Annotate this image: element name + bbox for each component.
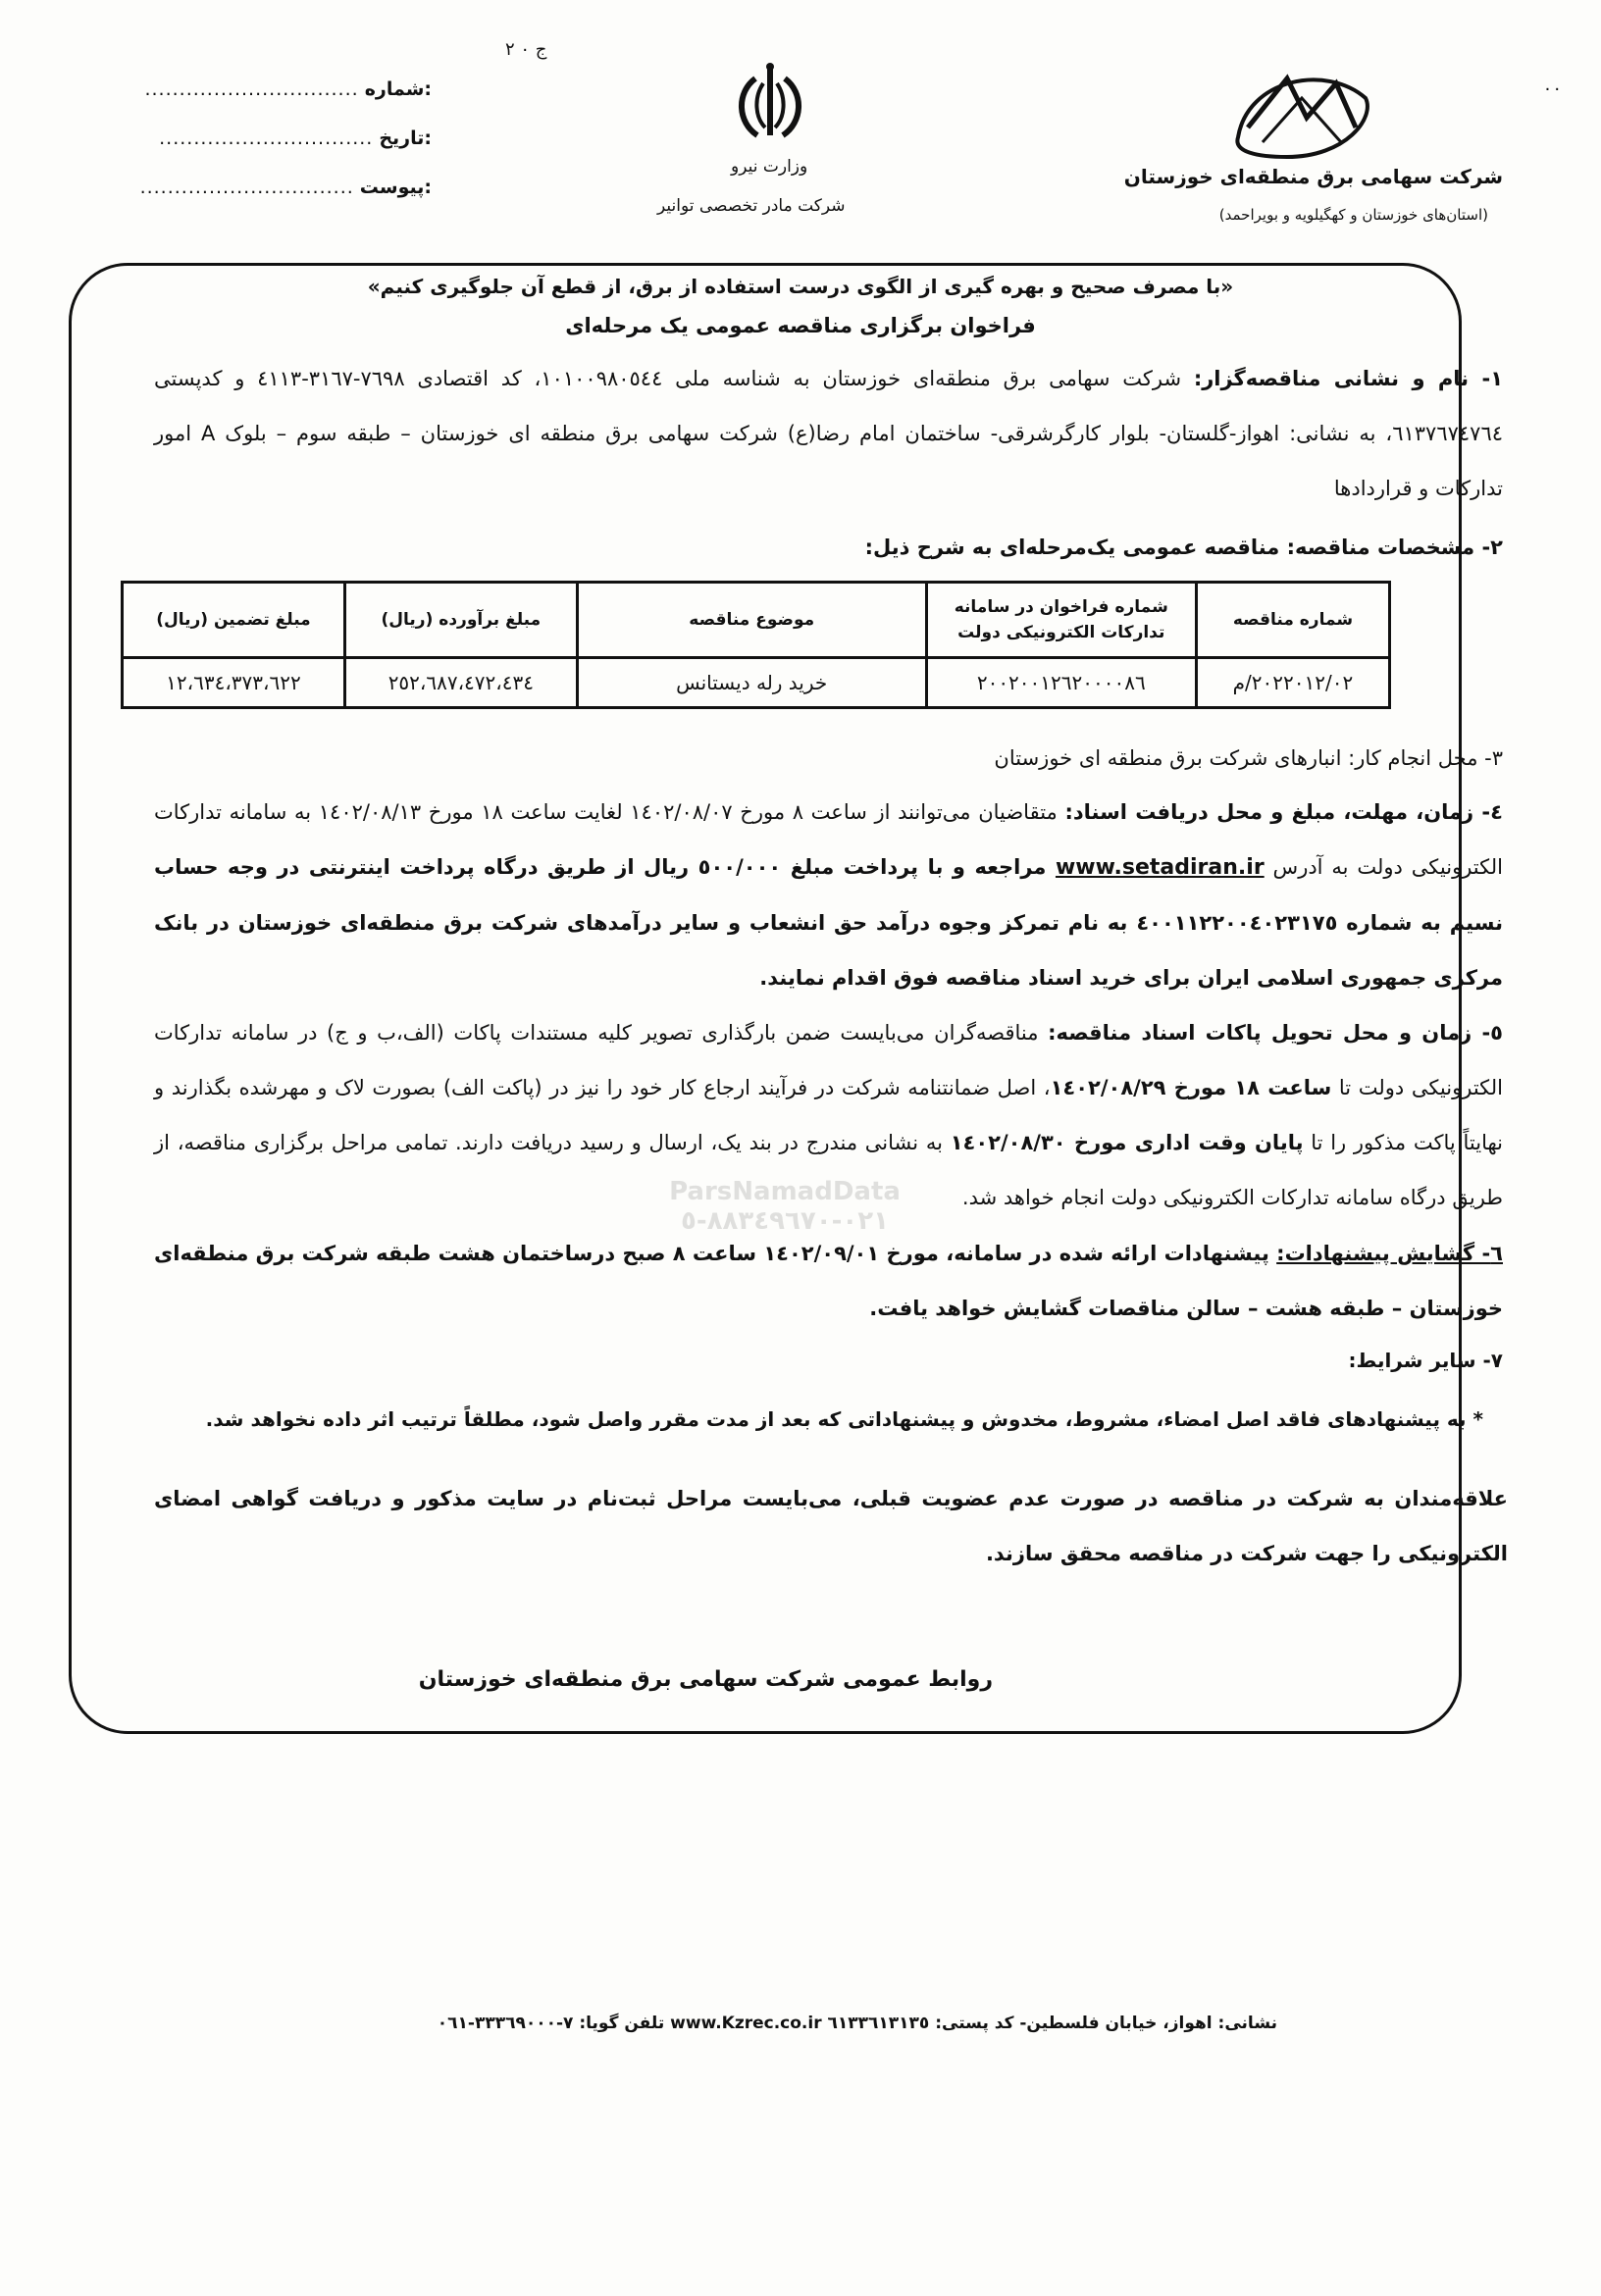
header-estimate: مبلغ برآورده (ریال) — [344, 583, 577, 658]
section-3: ٣- محل انجام کار: انبارهای شرکت برق منطقه ای خوزستان — [994, 746, 1503, 770]
section-7-heading — [154, 1334, 1503, 1387]
registration-notice — [154, 1471, 1508, 1581]
section-5-text-a: مناقصه‌گران می‌بایست ضمن بارگذاری تصویر کلیه مستندات پاکات (الف،ب و ج) در سامانه تدارکات الکترونیکی دولت تا — [154, 1021, 1503, 1099]
section-5-text-c: به نشانی مندرج در بند یک، ارسال و رسید دریافت دارند. تمامی مراحل برگزاری مناقصه، از طریق درگاه سامانه تدارکات الکترونیکی دولت انجام خواهد شد. — [154, 1131, 1503, 1209]
company-subtitle: (استان‌های خوزستان و کهگیلویه و بویراحمد) — [1218, 206, 1488, 224]
date-field — [137, 128, 432, 149]
company-logo — [1228, 59, 1375, 167]
tender-table-header-row — [123, 583, 1390, 658]
attachment-dots: ............................... — [139, 177, 354, 198]
date-label: :تاریخ — [379, 128, 432, 149]
section-7-condition — [159, 1393, 1483, 1446]
table-row — [123, 658, 1390, 708]
cell-announcement-number: ٢٠٠٢٠٠١٢٦٢٠٠٠٠٨٦ — [926, 658, 1196, 708]
section-5-text-b: ، اصل ضمانتنامه شرکت در فرآیند ارجاع کار خود را نیز در (پاکت الف) بصورت لاک و مهرشده بگذارند و نهایتاً پاکت مذکور را تا — [154, 1076, 1503, 1154]
section-1-heading: ١- نام و نشانی مناقصه‌گزار: — [1193, 367, 1504, 390]
header-guarantee: مبلغ تضمین (ریال) — [123, 583, 345, 658]
deadline-upload: ساعت ١٨ مورخ ١٤٠٢/٠٨/٢٩ — [1050, 1076, 1332, 1099]
ministry-name: وزارت نیرو — [731, 157, 808, 177]
number-dots: ............................... — [144, 78, 359, 100]
header-announcement-number: شماره فراخوان در سامانه تدارکات الکترونیکی دولت — [926, 583, 1196, 658]
number-label: :شماره — [364, 78, 432, 100]
signature: روابط عمومی شرکت سهامی برق منطقه‌ای خوزستان — [418, 1667, 993, 1692]
cell-subject: خرید رله دیستانس — [577, 658, 926, 708]
footer-address: نشانی: اهواز، خیابان فلسطین- کد پستی: ٦١٣٣٦١٣١٣٥ www.Kzrec.co.ir تلفن گویا: ٧-٣٣٣٦٩٠٠٠-٠٦١ — [437, 2014, 1277, 2033]
section-4-text-b: مراجعه و با پرداخت مبلغ ٥٠٠/٠٠٠ ریال از طریق درگاه پرداخت اینترنتی در وجه حساب نسیم به شماره ٤٠٠١١٢٢٠٠٤٠٢٣١٧٥ به نام تمرکز وجوه درآمد حق انشعاب و سایر درآمدهای شرکت برق منطقه‌ای خوزستان در بانک مرکزی جمهوری اسلامی ایران برای خرید اسناد مناقصه فوق اقدام نمایند. — [154, 855, 1504, 990]
section-2 — [154, 520, 1503, 575]
section-4-heading: ٤- زمان، مهلت، مبلغ و محل دریافت اسناد: — [1064, 800, 1503, 824]
date-dots: ............................... — [159, 128, 374, 149]
notice-text: علاقه‌مندان به شرکت در مناقصه در صورت عدم عضویت قبلی، می‌بایست مراحل ثبت‌نام در سایت مذکور و دریافت گواهی امضای الکترونیکی را جهت شرکت در مناقصه محقق سازند. — [154, 1487, 1508, 1565]
header-subject: موضوع مناقصه — [577, 583, 926, 658]
section-6-heading: ٦- گشایش پیشنهادات: — [1276, 1242, 1503, 1265]
ministry-subtitle: شرکت مادر تخصصی توانیر — [657, 196, 846, 216]
watermark-line-2: ٠٢١-٨٨٣٤٩٦٧٠-٥ — [680, 1206, 890, 1236]
cell-estimate: ٢٥٢،٦٨٧،٤٧٢،٤٣٤ — [344, 658, 577, 708]
section-1 — [154, 351, 1503, 516]
section-1-text: شرکت سهامی برق منطقه‌ای خوزستان به شناسه ملی ١٠١٠٠٩٨٠٥٤٤، کد اقتصادی ٧٦٩٨-٣١٦٧-٤١١٣ و کدپستی ٦١٣٧٦٧٤٧٦٤، به نشانی: اهواز-گلستان- بلوار کارگرشرقی- ساختمان امام رضا(ع) شرکت سهامی برق منطقه ای خوزستان – طبقه سوم – بلوک A امور تدارکات و قراردادها — [154, 367, 1503, 500]
watermark-line-1: ParsNamadData — [669, 1177, 901, 1206]
cell-tender-number: ٢٠٢٢٠١٢/٠٢/م — [1196, 658, 1389, 708]
section-6-text-a: پیشنهادات ارائه شده در سامانه، — [938, 1242, 1277, 1265]
section-4-text-a: متقاضیان می‌توانند از ساعت ٨ مورخ ١٤٠٢/٠٨/٠٧ لغایت ساعت ١٨ مورخ ١٤٠٢/٠٨/١٣ به سامانه تدارکات الکترونیکی دولت به آدرس — [154, 800, 1503, 879]
section-4 — [154, 785, 1503, 1005]
number-field — [137, 78, 432, 100]
section-6-text-b: درساختمان هشت طبقه شرکت برق منطقه‌ای خوزستان – طبقه هشت – سالن مناقصات گشایش خواهد یافت. — [154, 1242, 1503, 1320]
cell-guarantee: ١٢،٦٣٤،٣٧٣،٦٢٢ — [123, 658, 345, 708]
announcement-title: فراخوان برگزاری مناقصه عمومی یک مرحله‌ای — [565, 314, 1036, 337]
corner-mark: ٠٠ — [1542, 78, 1562, 99]
attachment-label: :پیوست — [359, 177, 432, 198]
iran-emblem-icon — [726, 59, 814, 147]
setadiran-link[interactable]: www.setadiran.ir — [1055, 855, 1265, 880]
condition-text: * به پیشنهادهای فاقد اصل امضاء، مشروط، مخدوش و پیشنهاداتی که بعد از مدت مقرر واصل شود، مطلقاً ترتیب اثر داده نخواهد شد. — [205, 1407, 1483, 1431]
deadline-delivery: پایان وقت اداری مورخ ١٤٠٢/٠٨/٣٠ — [950, 1131, 1304, 1154]
watermark — [579, 981, 991, 1314]
slogan: «با مصرف صحیح و بهره گیری از الگوی درست استفاده از برق، از قطع آن جلوگیری کنیم» — [367, 275, 1234, 298]
section-2-heading: ٢- مشخصات مناقصه: مناقصه عمومی یک‌مرحله‌ای به شرح ذیل: — [864, 536, 1503, 559]
tender-table — [121, 581, 1391, 709]
company-name: شرکت سهامی برق منطقه‌ای خوزستان — [1123, 165, 1503, 188]
opening-time: مورخ ١٤٠٢/٠٩/٠١ ساعت ٨ صبح — [622, 1242, 939, 1265]
header-tender-number: شماره مناقصه — [1196, 583, 1389, 658]
section-5-heading: ٥- زمان و محل تحویل پاکات اسناد مناقصه: — [1048, 1021, 1503, 1045]
attachment-field — [137, 177, 432, 198]
handwritten-marks: ج ٠ ٢ — [505, 39, 547, 60]
section-7-title: ٧- سایر شرایط: — [1348, 1349, 1503, 1372]
